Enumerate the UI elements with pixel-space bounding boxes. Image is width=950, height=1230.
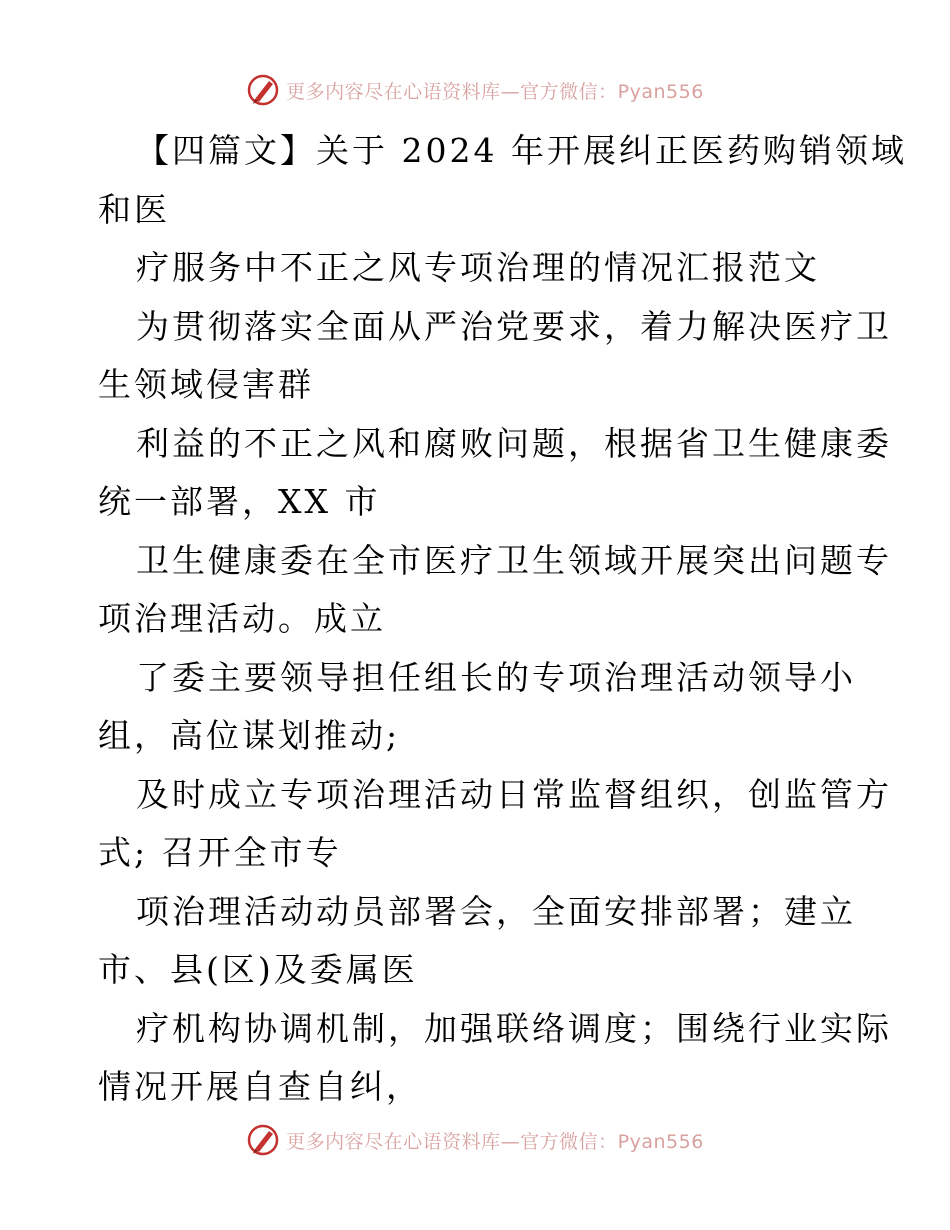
watermark-text: 更多内容尽在心语资料库—官方微信：Pyan556 bbox=[286, 80, 704, 103]
text-line: 组，高位谋划推动; bbox=[98, 716, 401, 755]
pen-logo-icon bbox=[246, 73, 280, 107]
text-line: 及时成立专项治理活动日常监督组织，创监管方 bbox=[136, 774, 892, 814]
text-line: 统一部署，XX 市 bbox=[98, 482, 381, 521]
text-line: 为贯彻落实全面从严治党要求，着力解决医疗卫 bbox=[136, 306, 892, 346]
text-line: 和医 bbox=[98, 189, 170, 229]
text-line: 利益的不正之风和腐败问题，根据省卫生健康委 bbox=[136, 423, 892, 463]
text-line: 疗机构协调机制，加强联络调度；围绕行业实际 bbox=[136, 1008, 892, 1048]
text-line: 情况开展自查自纠， bbox=[98, 1067, 422, 1106]
watermark-text: 更多内容尽在心语资料库—官方微信：Pyan556 bbox=[286, 1130, 704, 1153]
text-line: 式; 召开全市专 bbox=[98, 833, 342, 872]
text-line: 项治理活动。成立 bbox=[98, 599, 386, 638]
text-line: 【四篇文】关于 2024 年开展纠正医药购销领域 bbox=[136, 131, 907, 170]
text-line: 项治理活动动员部署会，全面安排部署；建立 bbox=[136, 891, 856, 931]
footer-watermark bbox=[0, 1120, 950, 1160]
text-line: 生领域侵害群 bbox=[98, 365, 314, 404]
text-line: 了委主要领导担任组长的专项治理活动领导小 bbox=[136, 657, 856, 697]
text-line: 卫生健康委在全市医疗卫生领域开展突出问题专 bbox=[136, 540, 892, 580]
text-line: 疗服务中不正之风专项治理的情况汇报范文 bbox=[136, 248, 820, 287]
text-line: 市、县(区)及委属医 bbox=[98, 950, 418, 989]
article-body bbox=[98, 122, 907, 1117]
header-watermark bbox=[0, 70, 950, 110]
pen-logo-icon bbox=[246, 1123, 280, 1157]
